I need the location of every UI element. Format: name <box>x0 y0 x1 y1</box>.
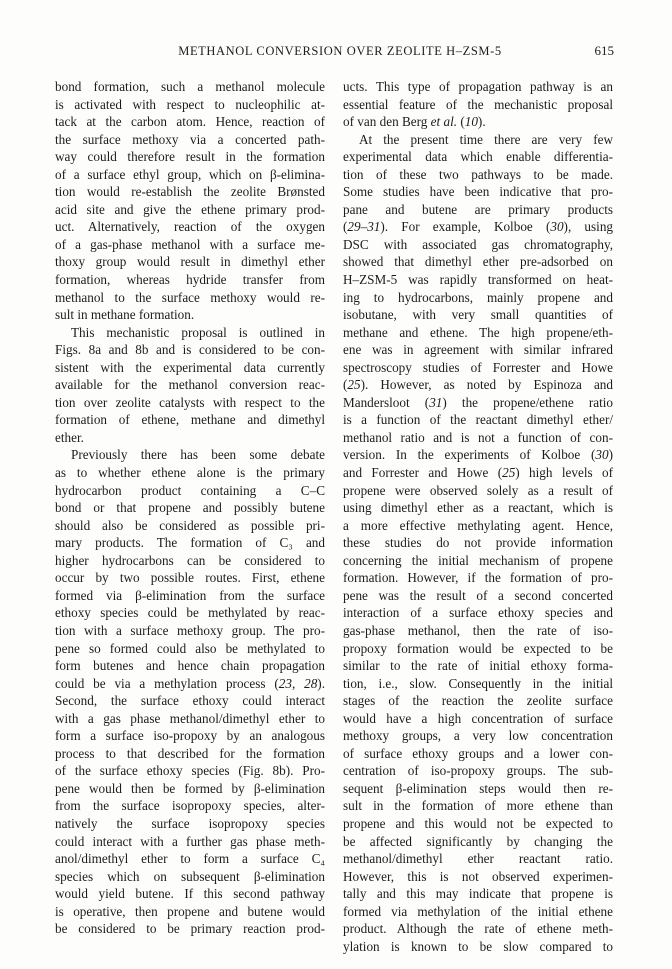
text-line: could be via a methylation process (23, 28). <box>55 675 325 691</box>
text-line: of a surface ethyl group, which on β-elimina- <box>55 166 325 182</box>
text-line: sult in methane formation. <box>55 307 195 323</box>
text-line: pane and butene are primary products <box>343 201 613 217</box>
text-line: stages of the reaction the zeolite surface <box>343 693 613 709</box>
text-line: similar to the rate of initial ethoxy forma- <box>343 658 613 674</box>
text-line: be affected significantly by changing the <box>343 833 613 849</box>
text-line: (25). However, as noted by Espinoza and <box>343 377 613 393</box>
text-line: experimental data which enable differentia- <box>343 149 613 165</box>
text-line: bond or that propene and possibly butene <box>55 500 325 516</box>
text-line: way could therefore result in the formation <box>55 149 325 165</box>
text-line: thoxy group would result in dimethyl ether <box>55 254 325 270</box>
text-line: as to whether ethene alone is the primary <box>55 465 325 481</box>
text-line: centration of iso-propoxy groups. The sub- <box>343 763 613 779</box>
text-line: form butenes and hence chain propagation <box>55 658 325 674</box>
text-line: Second, the surface ethoxy could interact <box>55 693 325 709</box>
text-line: occur by two possible routes. First, ethene <box>55 570 325 586</box>
text-line: However, this is not observed experimen- <box>343 868 613 884</box>
text-line: of the surface ethoxy species (Fig. 8b). Pro- <box>55 763 325 779</box>
left-text-column <box>55 78 325 938</box>
text-line: methoxy groups, a very low concentration <box>343 728 613 744</box>
text-line: formation. However, if the formation of pro- <box>343 570 613 586</box>
text-line: ether. <box>55 429 84 445</box>
text-line: methane and ethene. The high propene/eth- <box>343 324 613 340</box>
text-line: (29–31). For example, Kolboe (30), using <box>343 219 614 235</box>
text-line: concerning the initial mechanism of propene <box>343 552 613 568</box>
text-line: the surface methoxy via a concerted path- <box>55 131 325 147</box>
text-line: This mechanistic proposal is outlined in <box>71 324 325 340</box>
text-line: At the present time there are very few <box>359 131 613 147</box>
text-line: Some studies have been indicative that pro- <box>343 184 613 200</box>
text-line: ing to hydrocarbons, mainly propene and <box>343 289 613 305</box>
text-line: formation, whereas hydride transfer from <box>55 272 325 288</box>
text-line: pene would then be formed by β-elimination <box>55 780 325 796</box>
text-line: of a gas-phase methanol with a surface me- <box>55 236 325 252</box>
text-line: methanol/dimethyl ether reactant ratio. <box>343 851 613 867</box>
text-line: methanol to the surface methoxy would re- <box>55 289 325 305</box>
page-number: 615 <box>594 43 614 58</box>
text-line: Figs. 8a and 8b and is considered to be con- <box>55 342 325 358</box>
text-line: propene and this would not be expected to <box>343 815 613 831</box>
running-title: METHANOL CONVERSION OVER ZEOLITE H–ZSM-5 <box>178 44 502 58</box>
text-line: isobutane, with very small quantities of <box>343 307 613 323</box>
text-line: product. Although the rate of ethene meth- <box>343 921 613 937</box>
text-line: mary products. The formation of C₃ and <box>55 535 325 551</box>
text-line: hydrocarbon product containing a C–C <box>55 482 325 498</box>
text-line: natively the surface isopropoxy species <box>55 815 325 831</box>
text-line: species which on subsequent β-elimination <box>55 868 325 884</box>
text-line: tack at the carbon atom. Hence, reaction of <box>55 114 325 130</box>
text-line: pene was the result of a second concerted <box>343 587 613 603</box>
text-line: sequent β-elimination steps would then re- <box>343 780 613 796</box>
text-line: process to that described for the formation <box>55 745 325 761</box>
text-line: version. In the experiments of Kolboe (30) <box>343 447 613 463</box>
text-line: essential feature of the mechanistic proposal <box>343 96 613 112</box>
text-line: is operative, then propene and butene would <box>55 903 325 919</box>
text-line: DSC with associated gas chromatography, <box>343 236 613 252</box>
text-line: using dimethyl ether as a reactant, which is <box>343 500 613 516</box>
text-line: uct. Alternatively, reaction of the oxygen <box>55 219 325 235</box>
text-line: ethoxy species could be methylated by reac- <box>55 605 325 621</box>
text-line: ene was in agreement with similar infrared <box>343 342 613 358</box>
text-line: propoxy formation would be expected to be <box>343 640 613 656</box>
text-line: would yield butene. If this second pathway <box>55 886 325 902</box>
text-line: bond formation, such a methanol molecule <box>55 79 325 94</box>
text-line: these studies do not provide information <box>343 535 613 551</box>
text-line: with a gas phase methanol/dimethyl ether to <box>55 710 325 726</box>
text-line: available for the methanol conversion reac- <box>55 377 325 393</box>
text-line: tally and this may indicate that propene is <box>343 886 613 902</box>
text-line: formed via methylation of the initial ethene <box>343 903 613 919</box>
text-line: Previously there has been some debate <box>71 447 325 463</box>
text-line: acid site and give the ethene primary prod- <box>55 201 325 217</box>
text-line: spectroscopy studies of Forrester and Howe <box>343 359 613 375</box>
text-line: from the surface isopropoxy species, alter- <box>55 798 325 814</box>
text-line: should also be considered as possible pri- <box>55 517 325 533</box>
right-text-column <box>343 78 613 955</box>
text-line: formation of ethene, methane and dimethyl <box>55 412 325 428</box>
text-line: tion with a surface methoxy group. The pro- <box>55 622 325 638</box>
text-line: H–ZSM-5 was rapidly transformed on heat- <box>343 272 613 288</box>
text-line: form a surface iso-propoxy by an analogous <box>55 728 325 744</box>
text-line: and Forrester and Howe (25) high levels of <box>343 465 613 481</box>
text-line: of van den Berg et al. (10). <box>343 114 486 130</box>
text-line: tion of these two pathways to be made. <box>343 166 613 182</box>
text-line: tion over zeolite catalysts with respect to the <box>55 394 325 410</box>
text-line: sult in the formation of more ethene than <box>343 798 613 814</box>
text-line: ucts. This type of propagation pathway is an <box>343 79 613 94</box>
text-line: tion would re-establish the zeolite Brønsted <box>55 184 325 200</box>
text-line: higher hydrocarbons can be considered to <box>55 552 325 568</box>
text-line: propene were observed solely as a result of <box>343 482 613 498</box>
text-line: ylation is known to be slow compared to <box>343 938 613 954</box>
text-line: showed that dimethyl ether pre-adsorbed on <box>343 254 613 270</box>
text-line: a more effective methylating agent. Hence, <box>343 517 613 533</box>
text-line: formed via β-elimination from the surface <box>55 587 325 603</box>
text-line: methanol ratio and is not a function of con- <box>343 429 613 445</box>
text-line: could interact with a further gas phase meth- <box>55 833 325 849</box>
text-line: be considered to be primary reaction prod- <box>55 921 325 937</box>
text-line: would have a high concentration of surface <box>343 710 613 726</box>
text-line: pene so formed could also be methylated to <box>55 640 325 656</box>
text-line: interaction of a surface ethoxy species and <box>343 605 613 621</box>
text-line: tion, i.e., slow. Consequently in the initial <box>343 675 613 691</box>
text-line: Mandersloot (31) the propene/ethene ratio <box>343 394 613 410</box>
text-line: is activated with respect to nucleophilic at- <box>55 96 325 112</box>
text-line: sistent with the experimental data currently <box>55 359 325 375</box>
text-line: anol/dimethyl ether to form a surface C₄ <box>55 851 325 867</box>
text-line: is a function of the reactant dimethyl ether/ <box>343 412 613 428</box>
text-line: of surface ethoxy groups and a lower con- <box>343 745 613 761</box>
text-line: gas-phase methanol, then the rate of iso- <box>343 622 613 638</box>
